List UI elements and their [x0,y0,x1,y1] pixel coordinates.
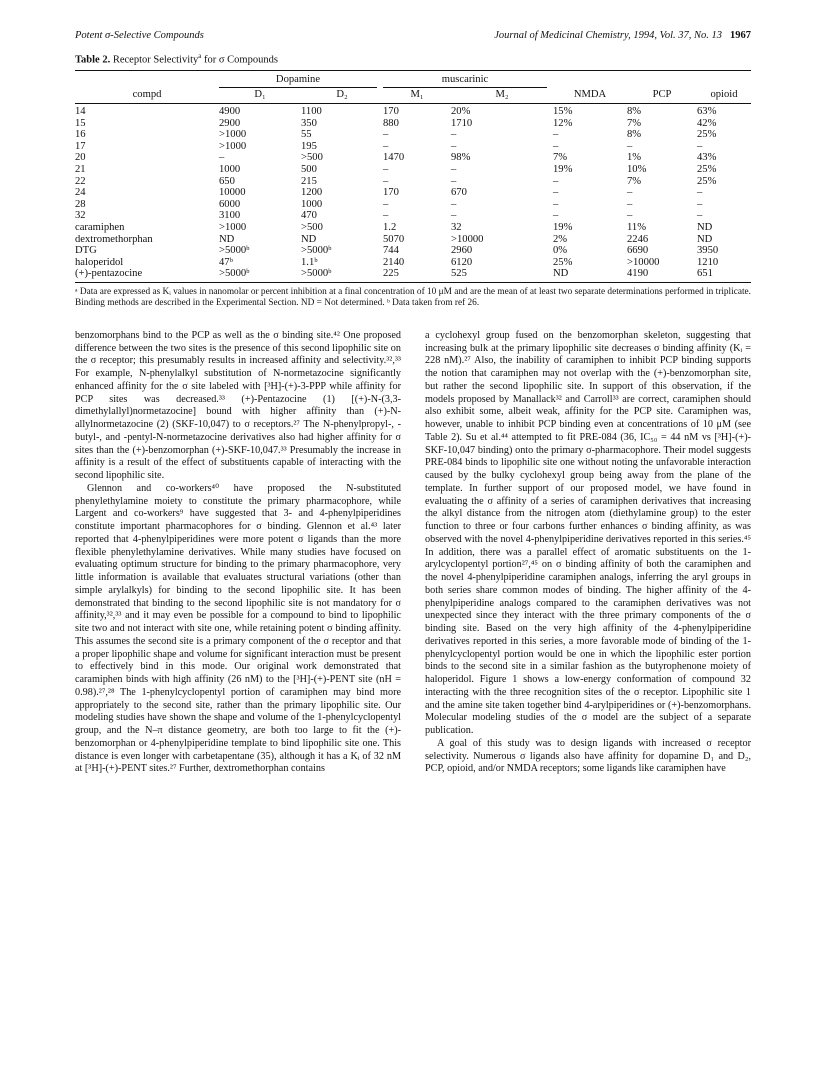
compound-cell: dextromethorphan [75,233,153,245]
value-cell: >1000 [219,221,247,233]
value-cell: 15% [553,106,573,117]
value-cell: – [627,210,633,222]
table-row [75,210,751,222]
value-cell: – [451,198,457,210]
paragraph: A goal of this study was to design ligands with increased σ receptor selectivity. Numerous σ ligands also have affinity for dopamine D₁ and D₂, PCP, opioid, and/or NMDA receptors; some ligands like caramiphen have [425,737,751,775]
value-cell: – [627,198,633,210]
value-cell: 55 [301,129,312,141]
value-cell: – [553,210,559,222]
value-cell: – [451,175,457,187]
value-cell: 7% [553,152,568,164]
compound-cell: 21 [75,163,86,175]
table-label: Table 2. [75,54,111,66]
value-cell: 20% [451,106,471,117]
value-cell: 4900 [219,106,241,117]
table-caption-text: Receptor Selectivity [112,54,199,66]
value-cell: >1000 [219,140,247,152]
table-row [75,268,751,282]
value-cell: 12% [553,117,573,129]
value-cell: 7% [627,117,642,129]
value-cell: – [451,140,457,152]
value-cell: 1470 [383,152,405,164]
value-cell: 98% [451,152,471,164]
value-cell: 470 [301,210,317,222]
value-cell: – [219,152,225,164]
value-cell: 1710 [451,117,473,129]
value-cell: 11% [627,221,647,233]
value-cell: >5000ᵇ [301,245,332,257]
value-cell: – [553,187,559,199]
left-column [75,330,401,776]
column-header: compd [75,88,219,104]
receptor-selectivity-table [75,70,751,283]
value-cell: 225 [383,268,399,280]
value-cell: 5070 [383,233,405,245]
column-header: NMDA [553,88,627,104]
value-cell: 650 [219,175,235,187]
value-cell: 670 [451,187,467,199]
compound-cell: (+)-pentazocine [75,268,143,280]
value-cell: – [383,175,389,187]
value-cell: 2% [553,233,568,245]
value-cell: ND [553,268,569,280]
value-cell: 32 [451,221,462,233]
compound-cell: DTG [75,245,97,257]
table-body [75,104,751,283]
value-cell: 1% [627,152,642,164]
value-cell: 2960 [451,245,473,257]
value-cell: 880 [383,117,399,129]
table-row [75,164,751,176]
value-cell: 43% [697,152,717,164]
value-cell: – [697,140,703,152]
value-cell: 0% [553,245,568,257]
value-cell: 19% [553,163,573,175]
compound-cell: caramiphen [75,221,125,233]
paragraph: Glennon and co-workers⁴⁰ have proposed the N-substituted phenylethylamine moiety to constitute the primary pharmacophore, while Largent and co-workers⁹ have suggested that 3- and 4-phenylpiperidines constitute important pharmacophores for σ binding. Glennon et al.⁴³ later reported that 4-phenylpiperidines were more potent σ ligands than the more flexible phenylethylamine derivatives. While many studies have focused on evaluating optimum structure for binding to the primary pharmacophore, very little information is available that evaluates structural variations (other than simple arylalkyls) for binding to the second lipophilic site. It has been demonstrated that binding to the second lipophilic site is not mandatory for σ affinity,³²,³³ and it may even be possible for a compound to bind to lipophilic site two and not interact with site one, while retaining potent σ binding affinity. This assumes the second site is a primary component of the σ receptor and that a proper lipophilic shape and volume for significant interaction must be present to effectively bind in this mode. Our original work demonstrated that caramiphen binds with high affinity (26 nM) to the [³H]-(+)-PENT site (nH = 0.98).²⁷,²⁸ The 1-phenylcyclopentyl portion of caramiphen may bind more appropriately to the second site, rather than the primary lipophilic site. Our modeling studies have shown the shape and volume of the 1-phenylcyclopentyl group, and the N–π distance geometry, are both too large to fit the (+)-benzomorphan or 4-phenylpiperidine template to bind lipophilic site one. This distance is even longer with carbetapentane (35), although it has a Kᵢ of 32 nM at [³H]-(+)-PENT sites.²⁷ Further, dextromethorphan contains [75,482,401,775]
value-cell: 3100 [219,210,241,222]
column-header: M₁ [383,88,451,104]
value-cell: 7% [627,175,642,187]
value-cell: – [553,140,559,152]
value-cell: 1000 [219,163,241,175]
value-cell: >5000ᵇ [301,268,332,280]
value-cell: ND [219,233,235,245]
column-header: opioid [697,88,751,104]
value-cell: 170 [383,187,399,199]
value-cell: 651 [697,268,713,280]
compound-cell: haloperidol [75,256,124,268]
value-cell: – [627,140,633,152]
table-row [75,152,751,164]
table-row [75,257,751,269]
table-caption-footnote-mark: a [198,52,202,60]
value-cell: 42% [697,117,717,129]
value-cell: 4190 [627,268,649,280]
value-cell: 6000 [219,198,241,210]
value-cell: 47ᵇ [219,256,233,268]
value-cell: 744 [383,245,399,257]
value-cell: 3950 [697,245,719,257]
table-row [75,234,751,246]
value-cell: 195 [301,140,317,152]
value-cell: 25% [697,175,717,187]
value-cell: 1210 [697,256,719,268]
value-cell: – [383,198,389,210]
value-cell: 1200 [301,187,323,199]
value-cell: – [553,175,559,187]
right-column [425,330,751,776]
value-cell: – [553,198,559,210]
page-number: 1967 [730,30,751,41]
value-cell: – [383,210,389,222]
table-row [75,141,751,153]
value-cell: 10% [627,163,647,175]
value-cell: 19% [553,221,573,233]
compound-cell: 15 [75,117,86,129]
compound-cell: 24 [75,187,86,199]
value-cell: 6690 [627,245,649,257]
running-head [75,30,751,46]
column-header: D₂ [301,88,383,104]
compound-cell: 28 [75,198,86,210]
running-head-title: Potent σ-Selective Compounds [75,30,204,41]
value-cell: 525 [451,268,467,280]
column-header: M₂ [451,88,553,104]
table-row [75,129,751,141]
value-cell: ND [697,233,713,245]
value-cell: – [553,129,559,141]
value-cell: – [697,187,703,199]
value-cell: – [627,187,633,199]
running-head-journal [494,30,751,41]
table-row [75,245,751,257]
value-cell: >500 [301,221,323,233]
group-header-muscarinic: muscarinic [383,71,553,89]
compound-cell: 20 [75,152,86,164]
value-cell: – [451,210,457,222]
value-cell: >10000 [451,233,484,245]
paragraph: a cyclohexyl group fused on the benzomorphan skeleton, suggesting that increasing bulk at the primary lipophilic site decreases σ binding affinity (Kᵢ = 228 nM).²⁷ Also, the inability of caramiphen to inhibit PCP binding supports the notion that caramiphen may not overlap with the (+)-benzomorphan site, but rather the second lipophilic site. In support of this observation, if the models proposed by Manallack³² and Carroll³³ are correct, caramiphen should also exhibit some, albeit weak, affinity for the PCP site. Caramiphen was, however, unable to inhibit PCP binding even at concentrations of 10 μM (see Table 2). Su et al.⁴⁴ attempted to fit PRE-084 (36, IC₅₀ = 44 nM vs [³H]-(+)-SKF-10,047 binding) onto the primary σ-pharmacophore. Their model suggests PRE-084 binds to lipophilic site one without noting the unfavorable interaction caused by the bulky cyclohexyl group being away from the plane of the template. In further support of our proposed model, we have found in evaluating the σ affinity of a series of caramiphen derivatives that increasing the alkyl distance from the nitrogen atom (diethylamine group) to the ester function to three or four carbons further enhances σ binding affinity, as was observed with the novel 4-phenylpiperidine derivatives reported in this series.⁴⁵ In addition, there was a parallel effect of aromatic substituents on the 1-arylcyclopentyl portion²⁷,⁴⁵ on σ binding affinity of both the caramiphen and the novel 4-phenylpiperidine caramiphen analogs, inferring the aryl groups in both series share common modes of binding. The higher affinity of the 4-phenylpiperidine analogs compared to the caramiphen derivatives was not unexpected since they interact with the three primary components of the σ binding site. Based on the very high affinity of the 4-phenylpiperidine derivatives reported in this series, a more favorable mode of binding of the 1-phenylcyclopentyl portion would be one in which the lipophilic ester portion binds to the second site in a similar fashion as the butyrophenone moiety of haloperidol. Figure 1 shows a low-energy conformation of compound 32 interacting with the three recognition sites of the σ receptor. Lipophilic site 1 and the amine site taken together bind 4-arylpiperidines or (+)-benzomorphans. Molecular modeling studies of the σ model are the subject of a separate publication. [425,329,751,737]
value-cell: 2246 [627,233,649,245]
value-cell: – [697,210,703,222]
table-row [75,222,751,234]
column-header: D₁ [219,88,301,104]
value-cell: 6120 [451,256,473,268]
value-cell: – [451,129,457,141]
value-cell: 25% [697,163,717,175]
compound-cell: 22 [75,175,86,187]
value-cell: ND [301,233,317,245]
value-cell: 25% [697,129,717,141]
value-cell: 8% [627,106,642,117]
value-cell: 1.2 [383,221,397,233]
value-cell: >5000ᵇ [219,268,250,280]
value-cell: – [451,163,457,175]
value-cell: 8% [627,129,642,141]
value-cell: – [383,163,389,175]
value-cell: >500 [301,152,323,164]
value-cell: >1000 [219,129,247,141]
value-cell: >10000 [627,256,660,268]
paragraph: benzomorphans bind to the PCP as well as the σ binding site.⁴² One proposed difference between the two sites is the presence of this second lipophilic site on the σ receptor; this presumably results in increased affinity and selectivity.³²,³³ For example, N-phenylalkyl substitution of N-normetazocine significantly enhanced affinity for the σ site labeled with [³H]-(+)-3-PPP while affinity for PCP sites was decreased.³³ (+)-Pentazocine (1) [(+)-N-(3,3-dimethylallyl)normetazocine] bound with higher affinity than (+)-N-allylnormetazocine (2) (SKF-10,047) to σ receptors.²⁷ The N-phenylpropyl-, -butyl-, and -pentyl-N-normetazocine derivatives also had higher affinity for σ sites than the (+)-benzomorphan (+)-SKF-10,047.³³ Presumably the increase in affinity is a result of the effect of substituents capable of interacting with the second lipophilic site. [75,329,401,482]
table-footnote: ᵃ Data are expressed as Kᵢ values in nanomolar or percent inhibition at a final concentration of 10 μM and are the mean of at least two separate determinations performed in triplicate. Binding methods are described in the Experimental Section. ND = Not determined. ᵇ Data taken from ref 26. [75,286,751,309]
value-cell: 2140 [383,256,405,268]
value-cell: >5000ᵇ [219,245,250,257]
group-header-dopamine: Dopamine [219,71,383,89]
table-row [75,118,751,130]
value-cell: – [383,129,389,141]
value-cell: – [697,198,703,210]
table-row [75,187,751,199]
table-row [75,199,751,211]
value-cell: 500 [301,163,317,175]
value-cell: 2900 [219,117,241,129]
article-body [75,330,751,776]
value-cell: 350 [301,117,317,129]
value-cell: 1.1ᵇ [301,256,318,268]
compound-cell: 16 [75,129,86,141]
value-cell: 25% [553,256,573,268]
compound-cell: 17 [75,140,86,152]
value-cell: 63% [697,106,717,117]
journal-page [75,30,751,776]
compound-cell: 14 [75,106,86,117]
value-cell: 10000 [219,187,246,199]
value-cell: 1000 [301,198,323,210]
table-row [75,104,751,118]
value-cell: 215 [301,175,317,187]
value-cell: 170 [383,106,399,117]
table-row [75,176,751,188]
column-header: PCP [627,88,697,104]
compound-cell: 32 [75,210,86,222]
value-cell: – [383,140,389,152]
journal-citation: Journal of Medicinal Chemistry, 1994, Vol. 37, No. 13 [494,30,722,41]
value-cell: 1100 [301,106,322,117]
table-caption-tail: for σ Compounds [201,54,278,66]
value-cell: ND [697,221,713,233]
table-caption [75,52,751,66]
